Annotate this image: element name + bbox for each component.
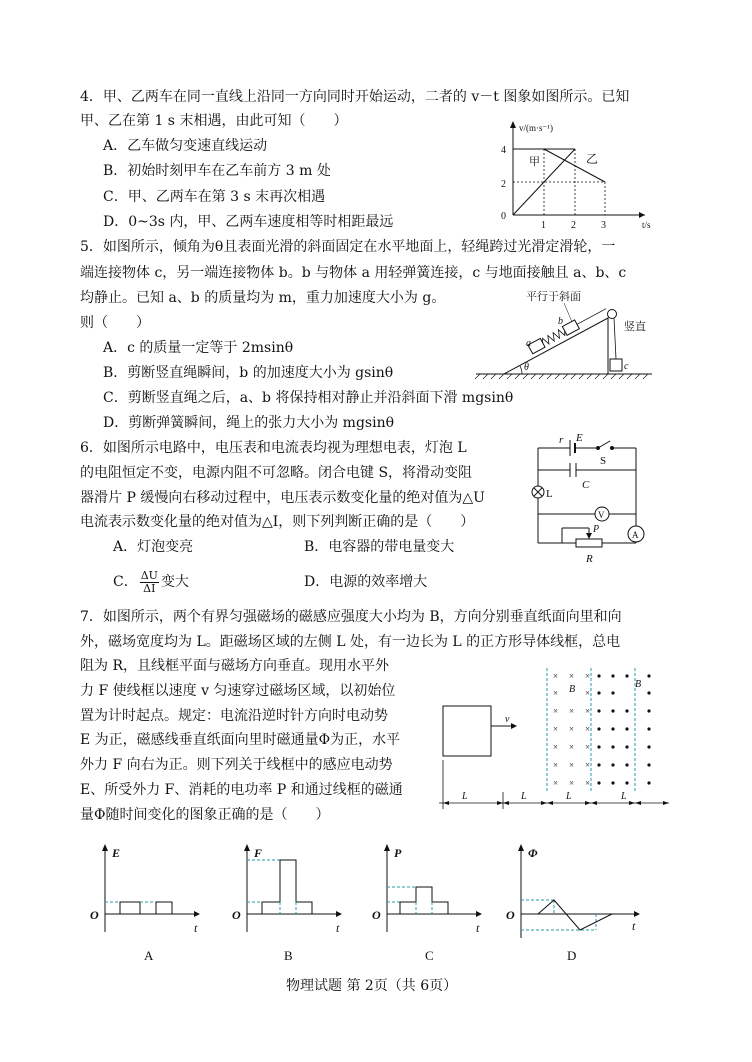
svg-text:×: × [569, 742, 575, 752]
q7-graph-b-letter: B [284, 948, 293, 963]
q7-graph-a-axis: E [112, 846, 121, 860]
q6-label-R: R [586, 553, 593, 565]
q5-label-parallel: 平行于斜面 [526, 291, 581, 303]
q4-option-b: B．初始时刻甲车在乙车前方 3 m 处 [103, 163, 331, 179]
q4-label-jia: 甲 [529, 156, 540, 168]
q7-graph-d [504, 842, 644, 962]
q7-square-frame [443, 706, 491, 756]
q6-label-L: L [546, 488, 553, 500]
q4-origin: 0 [501, 211, 506, 222]
q5-label-a: a [526, 338, 531, 349]
q5-option-d: D．剪断弹簧瞬间，绳上的张力大小为 mgsinθ [103, 415, 395, 431]
q6-option-c-prefix: C． [113, 574, 138, 590]
q7-line5: 置为计时起点。规定：电流沿逆时针方向时电动势 [80, 708, 388, 724]
q6-circuit-figure [526, 428, 676, 568]
svg-text:×: × [585, 778, 591, 788]
page-footer: 物理试题 第 2页（共 6页） [286, 978, 458, 994]
svg-text:×: × [569, 778, 575, 788]
q7-label-B2: B [635, 679, 642, 690]
q5-label-c: c [624, 361, 629, 372]
svg-text:×: × [569, 724, 575, 734]
q6-label-V: V [598, 510, 605, 520]
svg-text:×: × [585, 742, 591, 752]
q7-graph-b-origin: O [232, 908, 241, 922]
svg-text:×: × [585, 688, 591, 698]
q7-label-v: v [505, 714, 510, 725]
q7-line1: 7．如图所示，两个有界匀强磁场的磁感应强度大小均为 B，方向分别垂直纸面向里和向 [80, 609, 622, 625]
q4-xtick-1: 1 [541, 220, 546, 231]
svg-text:×: × [569, 671, 575, 681]
q7-line6: E 为正，磁感线垂直纸面向里时磁通量Φ为正，水平 [80, 732, 401, 748]
q7-graph-a-t: t [194, 921, 198, 935]
svg-text:×: × [585, 671, 591, 681]
q7-graph-c-axis: P [394, 846, 402, 860]
q4-option-d: D．0~3s 内，甲、乙两车速度相等时相距最远 [103, 214, 394, 230]
q7-label-L4: L [621, 791, 627, 802]
q7-graph-c-origin: O [372, 908, 381, 922]
svg-text:×: × [585, 760, 591, 770]
q7-line2: 外，磁场宽度均为 L。距磁场区域的左侧 L 处，有一边长为 L 的正方形导体线框，总电 [80, 634, 621, 650]
q6-label-P: P [593, 524, 600, 535]
q5-incline-figure [474, 288, 674, 380]
q6-fraction-den: ΔI [143, 581, 156, 595]
q7-graph-d-origin: O [506, 908, 515, 922]
q7-graph-d-axis: Φ [528, 846, 538, 860]
svg-text:×: × [569, 706, 575, 716]
q4-vt-graph [495, 115, 680, 235]
q7-graph-b-axis: F [254, 846, 263, 860]
q5-line1: 5．如图所示，倾角为θ且表面光滑的斜面固定在水平地面上，轻绳跨过光滑定滑轮，一 [80, 239, 616, 255]
q7-line4: 力 F 使线框以速度 v 匀速穿过磁场区域，以初始位 [80, 683, 396, 699]
q6-label-S: S [600, 455, 607, 467]
q5-line2: 端连接物体 c，另一端连接物体 b。b 与物体 a 用轻弹簧连接，c 与地面接触且 a、b、c [80, 265, 627, 281]
q7-label-B1: B [569, 684, 576, 695]
svg-text:×: × [585, 724, 591, 734]
q7-graph-c-letter: C [425, 948, 434, 963]
q6-label-C: C [582, 479, 590, 491]
q6-line3: 器滑片 P 缓慢向右移动过程中，电压表示数变化量的绝对值为△U [80, 490, 485, 506]
q4-xlabel: t/s [642, 220, 651, 230]
q4-ytick-4: 4 [501, 145, 506, 156]
svg-text:×: × [553, 688, 559, 698]
svg-text:×: × [585, 706, 591, 716]
svg-text:×: × [553, 778, 559, 788]
q4-label-yi: 乙 [586, 152, 599, 166]
q5-line4: 则（ ） [80, 315, 150, 331]
q5-option-b: B．剪断竖直绳瞬间，b 的加速度大小为 gsinθ [103, 365, 394, 381]
q7-line7: 外力 F 向右为正。则下列关于线框中的感应电动势 [80, 757, 393, 773]
q6-option-c-fraction [140, 570, 159, 595]
q4-ytick-2: 2 [501, 179, 506, 190]
q7-graph-d-letter: D [567, 948, 577, 963]
svg-text:×: × [553, 724, 559, 734]
q6-fraction-num: ΔU [140, 568, 158, 582]
q6-option-a: A．灯泡变亮 [113, 539, 194, 555]
svg-text:×: × [553, 706, 559, 716]
q4-ylabel: v/(m·s⁻¹) [519, 123, 553, 133]
q6-line2: 的电阻恒定不变，电源内阻不可忽略。闭合电键 S，将滑动变阻 [80, 465, 473, 481]
q7-label-L1: L [462, 791, 468, 802]
q4-line1: 4．甲、乙两车在同一直线上沿同一方向同时开始运动，二者的 v－t 图象如图所示。已知 [80, 89, 630, 105]
q6-label-A: A [632, 530, 639, 540]
q7-graph-c [370, 842, 485, 962]
q6-line4: 电流表示数变化量的绝对值为△I，则下列判断正确的是（ ） [80, 514, 475, 530]
q5-option-c: C．剪断竖直绳之后，a、b 将保持相对静止并沿斜面下滑 mgsinθ [103, 390, 514, 406]
q7-line8: E、所受外力 F、消耗的电功率 P 和通过线框的磁通 [80, 782, 403, 798]
q7-graph-a [88, 842, 203, 962]
q7-label-L3: L [566, 791, 572, 802]
q4-xtick-2: 2 [571, 220, 576, 231]
q5-label-vertical: 竖直 [624, 321, 646, 333]
q6-option-b: B．电容器的带电量变大 [304, 539, 455, 555]
svg-text:×: × [553, 671, 559, 681]
q4-option-c: C．甲、乙两车在第 3 s 末再次相遇 [103, 189, 326, 205]
q5-line3: 均静止。已知 a、b 的质量均为 m，重力加速度大小为 g。 [80, 290, 446, 306]
svg-text:×: × [553, 742, 559, 752]
q4-line2: 甲、乙在第 1 s 末相遇，由此可知（ ） [80, 113, 348, 129]
q7-line3: 阻为 R，且线框平面与磁场方向垂直。现用水平外 [80, 658, 389, 674]
svg-text:×: × [553, 760, 559, 770]
q7-graph-b [230, 842, 345, 962]
q5-label-b: b [558, 316, 563, 327]
q7-label-L2: L [521, 791, 527, 802]
q5-option-a: A．c 的质量一定等于 2msinθ [103, 340, 294, 356]
q7-graph-a-origin: O [90, 908, 99, 922]
q4-xtick-3: 3 [601, 220, 606, 231]
q6-option-c [113, 567, 189, 597]
q7-graph-b-t: t [336, 921, 340, 935]
q7-line9: 量Φ随时间变化的图象正确的是（ ） [80, 807, 330, 823]
q6-line1: 6．如图所示电路中，电压表和电流表均视为理想电表，灯泡 L [80, 440, 467, 456]
q7-graph-a-letter: A [144, 948, 154, 963]
q6-label-r: r [559, 434, 564, 446]
q6-option-c-suffix: 变大 [160, 574, 189, 590]
q6-option-d: D．电源的效率增大 [304, 574, 428, 590]
q6-label-E: E [576, 432, 583, 444]
q4-option-a: A．乙车做匀变速直线运动 [103, 138, 268, 154]
q5-theta: θ [524, 362, 529, 373]
q7-outward-field [597, 674, 650, 784]
q7-graph-d-t: t [632, 919, 636, 933]
q7-graph-c-t: t [476, 921, 480, 935]
q7-field-figure [437, 664, 672, 814]
svg-text:×: × [569, 760, 575, 770]
